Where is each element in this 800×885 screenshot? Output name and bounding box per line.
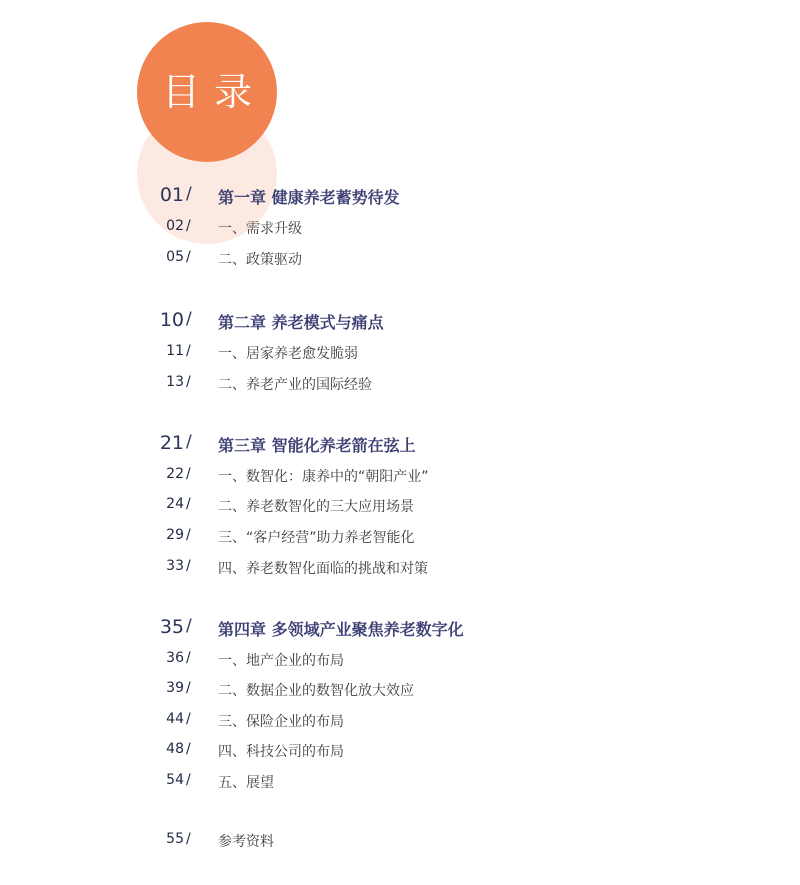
toc-entry[interactable] [0, 247, 800, 271]
separator-slash: / [186, 650, 191, 666]
section-title: 三、“客户经营”助力养老智能化 [218, 530, 415, 546]
toc-entry[interactable] [0, 464, 800, 488]
toc-chapter-1[interactable] [0, 184, 800, 208]
page-number: 39 [166, 680, 184, 696]
toc-entry[interactable] [0, 709, 800, 733]
section-title: 三、保险企业的布局 [218, 714, 344, 730]
toc-entry[interactable] [0, 770, 800, 794]
separator-slash: / [186, 309, 192, 329]
chapter-title: 第四章 多领域产业聚焦养老数字化 [218, 620, 464, 639]
page-number: 36 [166, 650, 184, 666]
separator-slash: / [186, 831, 191, 847]
toc-references[interactable] [0, 829, 800, 853]
toc-entry[interactable] [0, 648, 800, 672]
toc-entry[interactable] [0, 216, 800, 240]
chapter-title: 第三章 智能化养老箭在弦上 [218, 436, 416, 455]
section-title: 一、需求升级 [218, 221, 302, 237]
section-title: 四、养老数智化面临的挑战和对策 [218, 561, 428, 577]
page-number: 55 [166, 831, 184, 847]
references-title: 参考资料 [218, 834, 274, 850]
page-number: 48 [166, 741, 184, 757]
page-number: 21 [159, 432, 184, 454]
toc-entry[interactable] [0, 678, 800, 702]
toc-entry[interactable] [0, 739, 800, 763]
page-number: 11 [166, 343, 184, 359]
page-number: 02 [166, 218, 184, 234]
section-title: 二、养老产业的国际经验 [218, 377, 372, 393]
section-title: 二、数据企业的数智化放大效应 [218, 683, 414, 699]
page-number: 01 [159, 184, 184, 206]
page-number: 24 [166, 496, 184, 512]
toc-chapter-4[interactable] [0, 616, 800, 640]
toc-entry[interactable] [0, 341, 800, 365]
separator-slash: / [186, 466, 191, 482]
separator-slash: / [186, 218, 191, 234]
page-number: 35 [159, 616, 184, 638]
separator-slash: / [186, 343, 191, 359]
toc-chapter-2[interactable] [0, 309, 800, 333]
section-title: 二、政策驱动 [218, 252, 302, 268]
separator-slash: / [186, 711, 191, 727]
page-number: 33 [166, 558, 184, 574]
separator-slash: / [186, 432, 192, 452]
page-number: 10 [159, 309, 184, 331]
page-number: 05 [166, 249, 184, 265]
separator-slash: / [186, 374, 191, 390]
page-number: 13 [166, 374, 184, 390]
section-title: 四、科技公司的布局 [218, 744, 344, 760]
page-number: 22 [166, 466, 184, 482]
toc-entry[interactable] [0, 372, 800, 396]
separator-slash: / [186, 741, 191, 757]
separator-slash: / [186, 680, 191, 696]
page-number: 29 [166, 527, 184, 543]
section-title: 一、地产企业的布局 [218, 653, 344, 669]
separator-slash: / [186, 249, 191, 265]
section-title: 五、展望 [218, 775, 274, 791]
page-number: 54 [166, 772, 184, 788]
toc-entry[interactable] [0, 494, 800, 518]
toc-entry[interactable] [0, 556, 800, 580]
section-title: 一、数智化：康养中的“朝阳产业” [218, 469, 429, 485]
chapter-title: 第一章 健康养老蓄势待发 [218, 188, 400, 207]
toc-chapter-3[interactable] [0, 432, 800, 456]
separator-slash: / [186, 558, 191, 574]
section-title: 一、居家养老愈发脆弱 [218, 346, 358, 362]
separator-slash: / [186, 184, 192, 204]
page-title: 目录 [161, 70, 266, 114]
separator-slash: / [186, 527, 191, 543]
page-number: 44 [166, 711, 184, 727]
section-title: 二、养老数智化的三大应用场景 [218, 499, 414, 515]
separator-slash: / [186, 496, 191, 512]
separator-slash: / [186, 616, 192, 636]
toc-entry[interactable] [0, 525, 800, 549]
chapter-title: 第二章 养老模式与痛点 [218, 313, 384, 332]
separator-slash: / [186, 772, 191, 788]
